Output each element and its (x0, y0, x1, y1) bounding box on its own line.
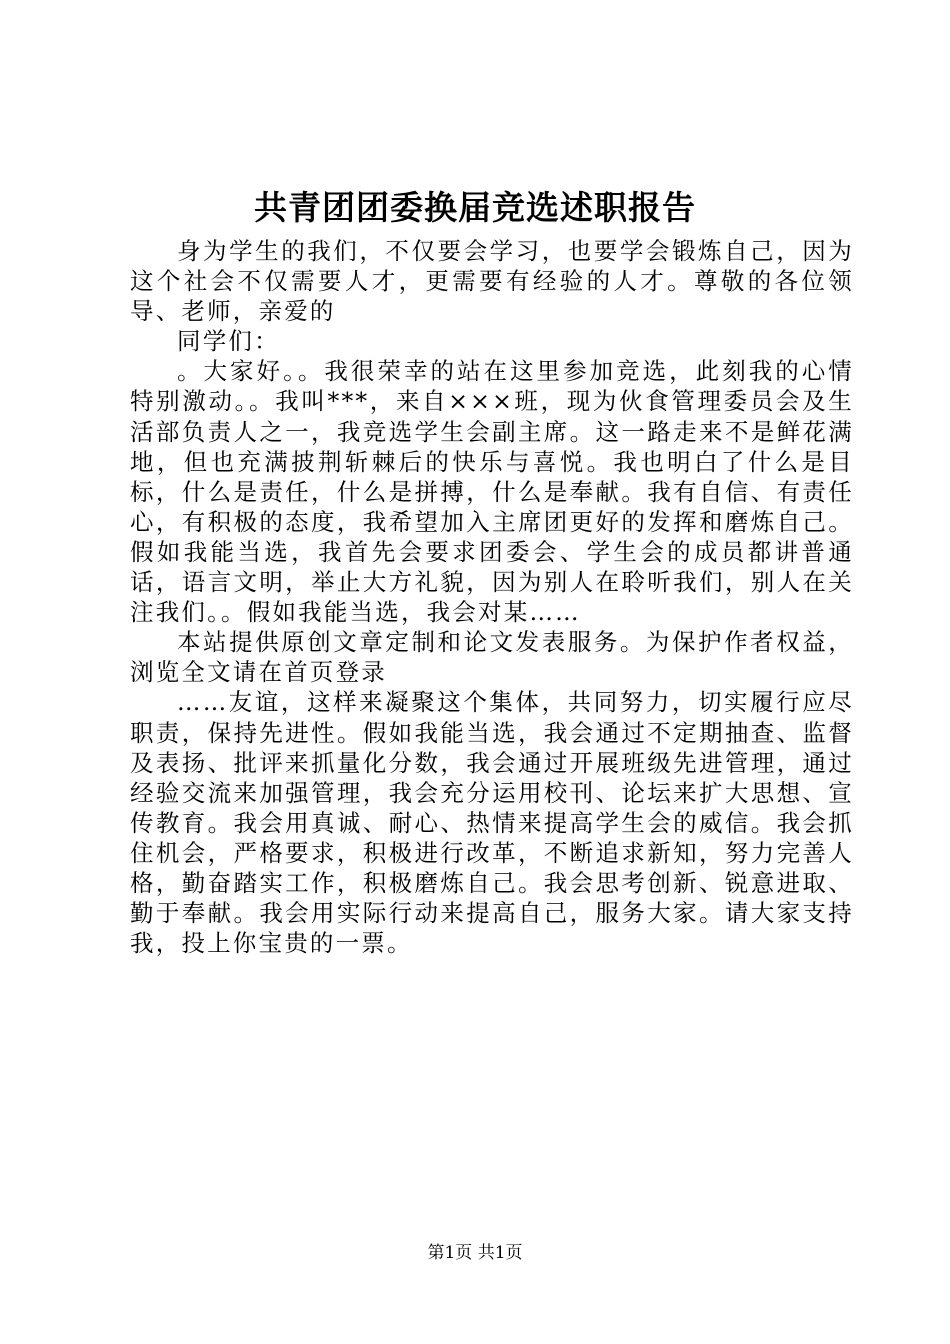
paragraph-greeting: 同学们： (177, 327, 280, 356)
document-title: 共青团团委换届竞选述职报告 (254, 188, 696, 227)
document-body (130, 236, 854, 958)
page-footer: 第1页 共1页 (427, 1243, 523, 1263)
paragraph-conclusion: ……友谊，这样来凝聚这个集体，共同努力，切实履行应尽职责，保持先进性。假如我能当选，我会通过不定期抽查、监督及表扬、批评来抓量化分数，我会通过开展班级先进管理，通过经验交流来加强管理，我会充分运用校刊、论坛来扩大思想、宣传教育。我会用真诚、耐心、热情来提高学生会的威信。我会抓住机会，严格要求，积极进行改革，不断追求新知，努力完善人格，勤奋踏实工作，积极磨炼自己。我会思考创新、锐意进取、勤于奉献。我会用实际行动来提高自己，服务大家。请大家支持我，投上你宝贵的一票。 (130, 688, 854, 958)
paragraph-main: 。大家好。。我很荣幸的站在这里参加竞选，此刻我的心情特别激动。。我叫***，来自×××班，现为伙食管理委员会及生活部负责人之一，我竞选学生会副主席。这一路走来不是鲜花满地，但也充满披荆斩棘后的快乐与喜悦。我也明白了什么是目标，什么是责任，什么是拼搏，什么是奉献。我有自信、有责任心，有积极的态度，我希望加入主席团更好的发挥和磨炼自己。假如我能当选，我首先会要求团委会、学生会的成员都讲普通话，语言文明，举止大方礼貌，因为别人在聆听我们，别人在关注我们。。假如我能当选，我会对某…… (130, 357, 854, 627)
paragraph-intro: 身为学生的我们，不仅要会学习，也要学会锻炼自己，因为这个社会不仅需要人才，更需要有经验的人才。尊敬的各位领导、老师，亲爱的 (130, 237, 854, 326)
paragraph-site-notice: 本站提供原创文章定制和论文发表服务。为保护作者权益，浏览全文请在首页登录 (130, 628, 854, 687)
